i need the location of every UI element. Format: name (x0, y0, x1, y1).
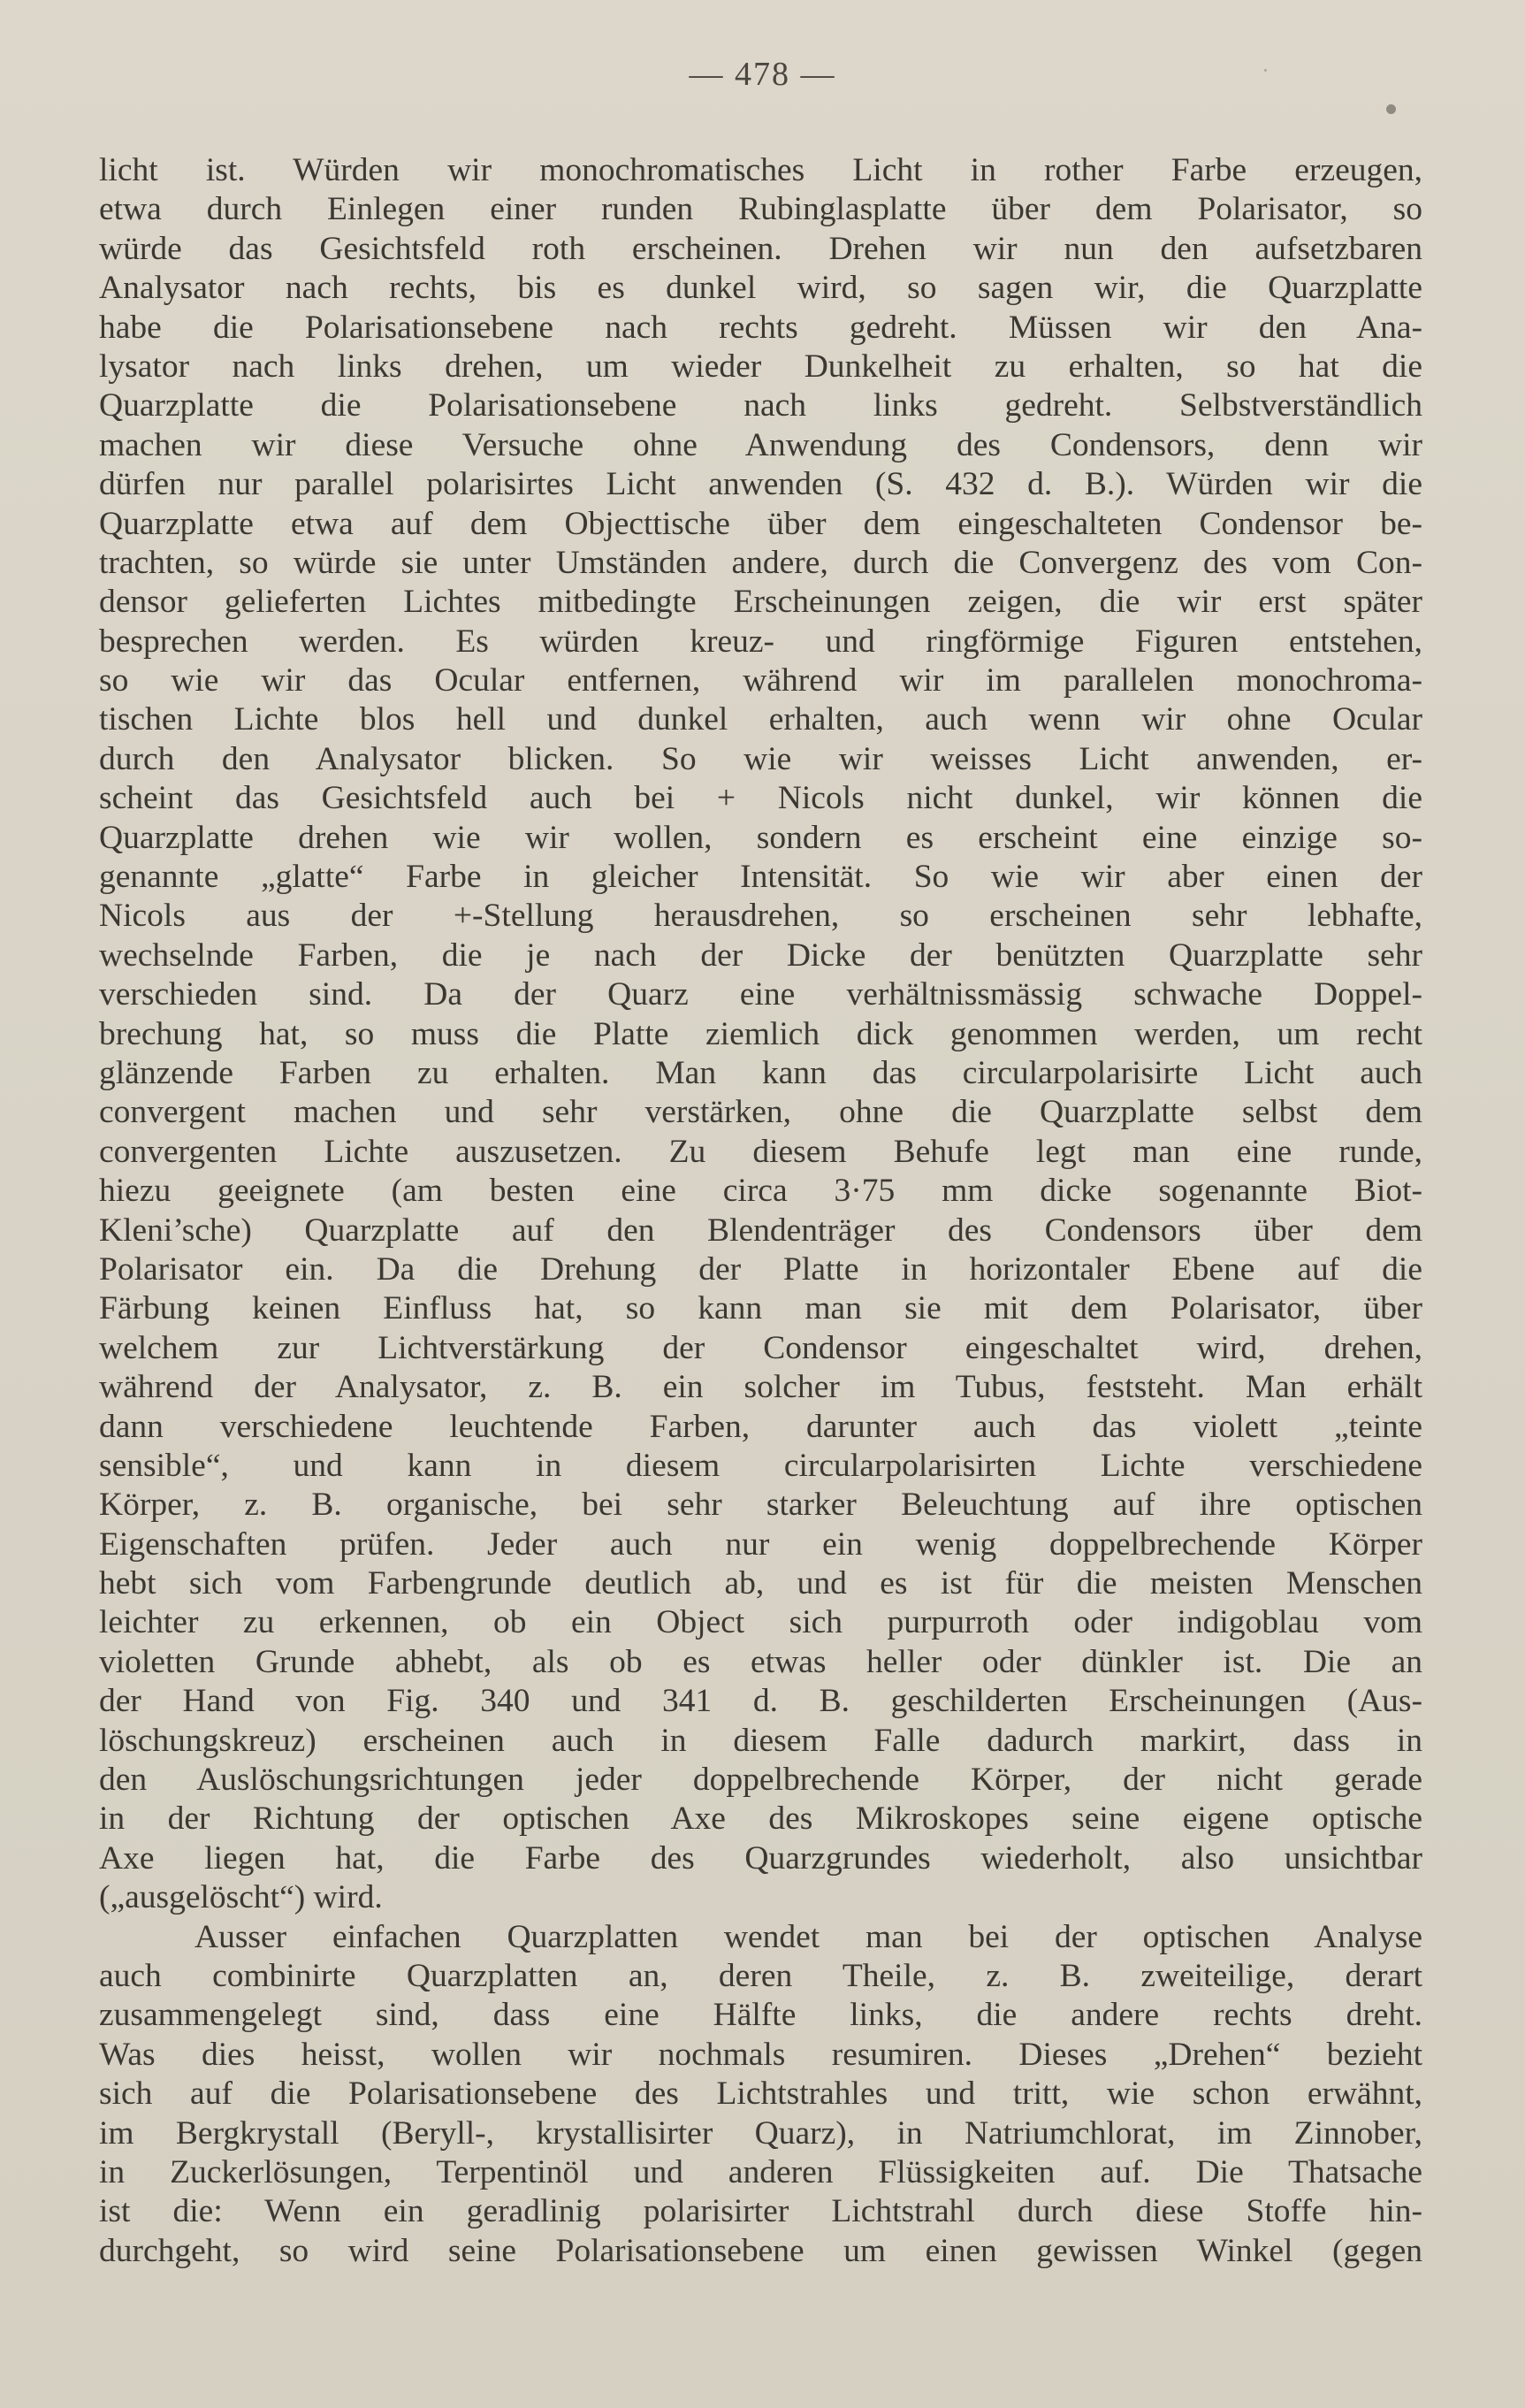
text-line: Körper, z. B. organische, bei sehr starker Beleuchtung auf ihre optischen (99, 1487, 1422, 1524)
text-line: leichter zu erkennen, ob ein Object sich purpurroth oder indigoblau vom (99, 1604, 1422, 1641)
text-line: glänzende Farben zu erhalten. Man kann das circularpolarisirte Licht auch (99, 1054, 1422, 1091)
text-line: genannte „glatte“ Farbe in gleicher Intensität. So wie wir aber einen der (99, 859, 1422, 896)
text-line: Quarzplatte drehen wie wir wollen, sondern es erscheint eine einzige so- (99, 819, 1422, 856)
text-line: löschungskreuz) erscheinen auch in diesem Falle dadurch markirt, dass in (99, 1722, 1422, 1759)
text-line: hebt sich vom Farbengrunde deutlich ab, und es ist für die meisten Menschen (99, 1565, 1422, 1602)
text-line: Quarzplatte etwa auf dem Objecttische über dem eingeschalteten Condensor be- (99, 505, 1422, 542)
text-line: tischen Lichte blos hell und dunkel erhalten, auch wenn wir ohne Ocular (99, 701, 1422, 738)
page-number: — 478 — (689, 56, 836, 93)
text-line: durchgeht, so wird seine Polarisationsebene um einen gewissen Winkel (gegen (99, 2232, 1422, 2269)
text-line: densor gelieferten Lichtes mitbedingte Erscheinungen zeigen, die wir erst später (99, 584, 1422, 621)
text-line: Was dies heisst, wollen wir nochmals resumiren. Dieses „Drehen“ bezieht (99, 2036, 1422, 2073)
text-line: hiezu geeignete (am besten eine circa 3·75 mm dicke sogenannte Biot- (99, 1173, 1422, 1210)
ink-blot (1386, 104, 1396, 114)
text-line: machen wir diese Versuche ohne Anwendung des Condensors, denn wir (99, 426, 1422, 463)
text-line: Axe liegen hat, die Farbe des Quarzgrundes wiederholt, also unsichtbar (99, 1839, 1422, 1877)
text-line: zusammengelegt sind, dass eine Hälfte links, die andere rechts dreht. (99, 1997, 1422, 2034)
text-line: dürfen nur parallel polarisirtes Licht anwenden (S. 432 d. B.). Würden wir die (99, 466, 1422, 503)
paragraph (99, 151, 1422, 1918)
text-line: convergent machen und sehr verstärken, ohne die Quarzplatte selbst dem (99, 1094, 1422, 1131)
text-line: Analysator nach rechts, bis es dunkel wird, so sagen wir, die Quarzplatte (99, 270, 1422, 307)
text-line: sich auf die Polarisationsebene des Lichtstrahles und tritt, wie schon erwähnt, (99, 2075, 1422, 2113)
text-line: besprechen werden. Es würden kreuz- und ringförmige Figuren entstehen, (99, 623, 1422, 660)
text-line: violetten Grunde abhebt, als ob es etwas heller oder dünkler ist. Die an (99, 1643, 1422, 1680)
text-line: durch den Analysator blicken. So wie wir weisses Licht anwenden, er- (99, 740, 1422, 777)
text-line: licht ist. Würden wir monochromatisches Licht in rother Farbe erzeugen, (99, 152, 1422, 188)
text-line: sensible“, und kann in diesem circularpolarisirten Lichte verschiedene (99, 1447, 1422, 1484)
text-line: den Auslöschungsrichtungen jeder doppelbrechende Körper, der nicht gerade (99, 1762, 1422, 1799)
text-line: im Bergkrystall (Beryll-, krystallisirter Quarz), in Natriumchlorat, im Zinnober, (99, 2114, 1422, 2152)
text-line: in der Richtung der optischen Axe des Mikroskopes seine eigene optische (99, 1800, 1422, 1838)
body-text (99, 151, 1422, 2271)
text-line: brechung hat, so muss die Platte ziemlich dick genommen werden, um recht (99, 1015, 1422, 1052)
text-line: in Zuckerlösungen, Terpentinöl und anderen Flüssigkeiten auf. Die Thatsache (99, 2153, 1422, 2190)
text-line: wechselnde Farben, die je nach der Dicke der benützten Quarzplatte sehr (99, 936, 1422, 974)
text-line: ist die: Wenn ein geradlinig polarisirter Lichtstrahl durch diese Stoffe hin- (99, 2193, 1422, 2230)
text-line: verschieden sind. Da der Quarz eine verhältnissmässig schwache Doppel- (99, 976, 1422, 1013)
text-line: lysator nach links drehen, um wieder Dunkelheit zu erhalten, so hat die (99, 348, 1422, 385)
text-line: so wie wir das Ocular entfernen, während wir im parallelen monochroma- (99, 662, 1422, 699)
text-line: Ausser einfachen Quarzplatten wendet man bei der optischen Analyse (194, 1918, 1422, 1955)
text-line: convergenten Lichte auszusetzen. Zu diesem Behufe legt man eine runde, (99, 1133, 1422, 1170)
text-line: trachten, so würde sie unter Umständen andere, durch die Convergenz des vom Con- (99, 544, 1422, 581)
text-line: („ausgelöscht“) wird. (99, 1879, 383, 1916)
paragraph (99, 1918, 1422, 2272)
text-line: welchem zur Lichtverstärkung der Condensor eingeschaltet wird, drehen, (99, 1329, 1422, 1366)
text-line: Kleni’sche) Quarzplatte auf den Blendenträger des Condensors über dem (99, 1212, 1422, 1249)
text-line: Eigenschaften prüfen. Jeder auch nur ein wenig doppelbrechende Körper (99, 1525, 1422, 1563)
text-line: Färbung keinen Einfluss hat, so kann man sie mit dem Polarisator, über (99, 1290, 1422, 1327)
text-line: dann verschiedene leuchtende Farben, darunter auch das violett „teinte (99, 1408, 1422, 1445)
text-line: Polarisator ein. Da die Drehung der Platte in horizontaler Ebene auf die (99, 1250, 1422, 1288)
text-line: etwa durch Einlegen einer runden Rubinglasplatte über dem Polarisator, so (99, 191, 1422, 228)
text-line: Nicols aus der +-Stellung herausdrehen, so erscheinen sehr lebhafte, (99, 898, 1422, 935)
text-line: auch combinirte Quarzplatten an, deren Theile, z. B. zweiteilige, derart (99, 1957, 1422, 1994)
text-line: würde das Gesichtsfeld roth erscheinen. Drehen wir nun den aufsetzbaren (99, 230, 1422, 267)
text-line: scheint das Gesichtsfeld auch bei + Nicols nicht dunkel, wir können die (99, 780, 1422, 817)
text-line: während der Analysator, z. B. ein solcher im Tubus, feststeht. Man erhält (99, 1369, 1422, 1406)
text-line: Quarzplatte die Polarisationsebene nach links gedreht. Selbstverständlich (99, 387, 1422, 424)
text-line: der Hand von Fig. 340 und 341 d. B. geschilderten Erscheinungen (Aus- (99, 1683, 1422, 1720)
text-line: habe die Polarisationsebene nach rechts gedreht. Müssen wir den Ana- (99, 309, 1422, 346)
